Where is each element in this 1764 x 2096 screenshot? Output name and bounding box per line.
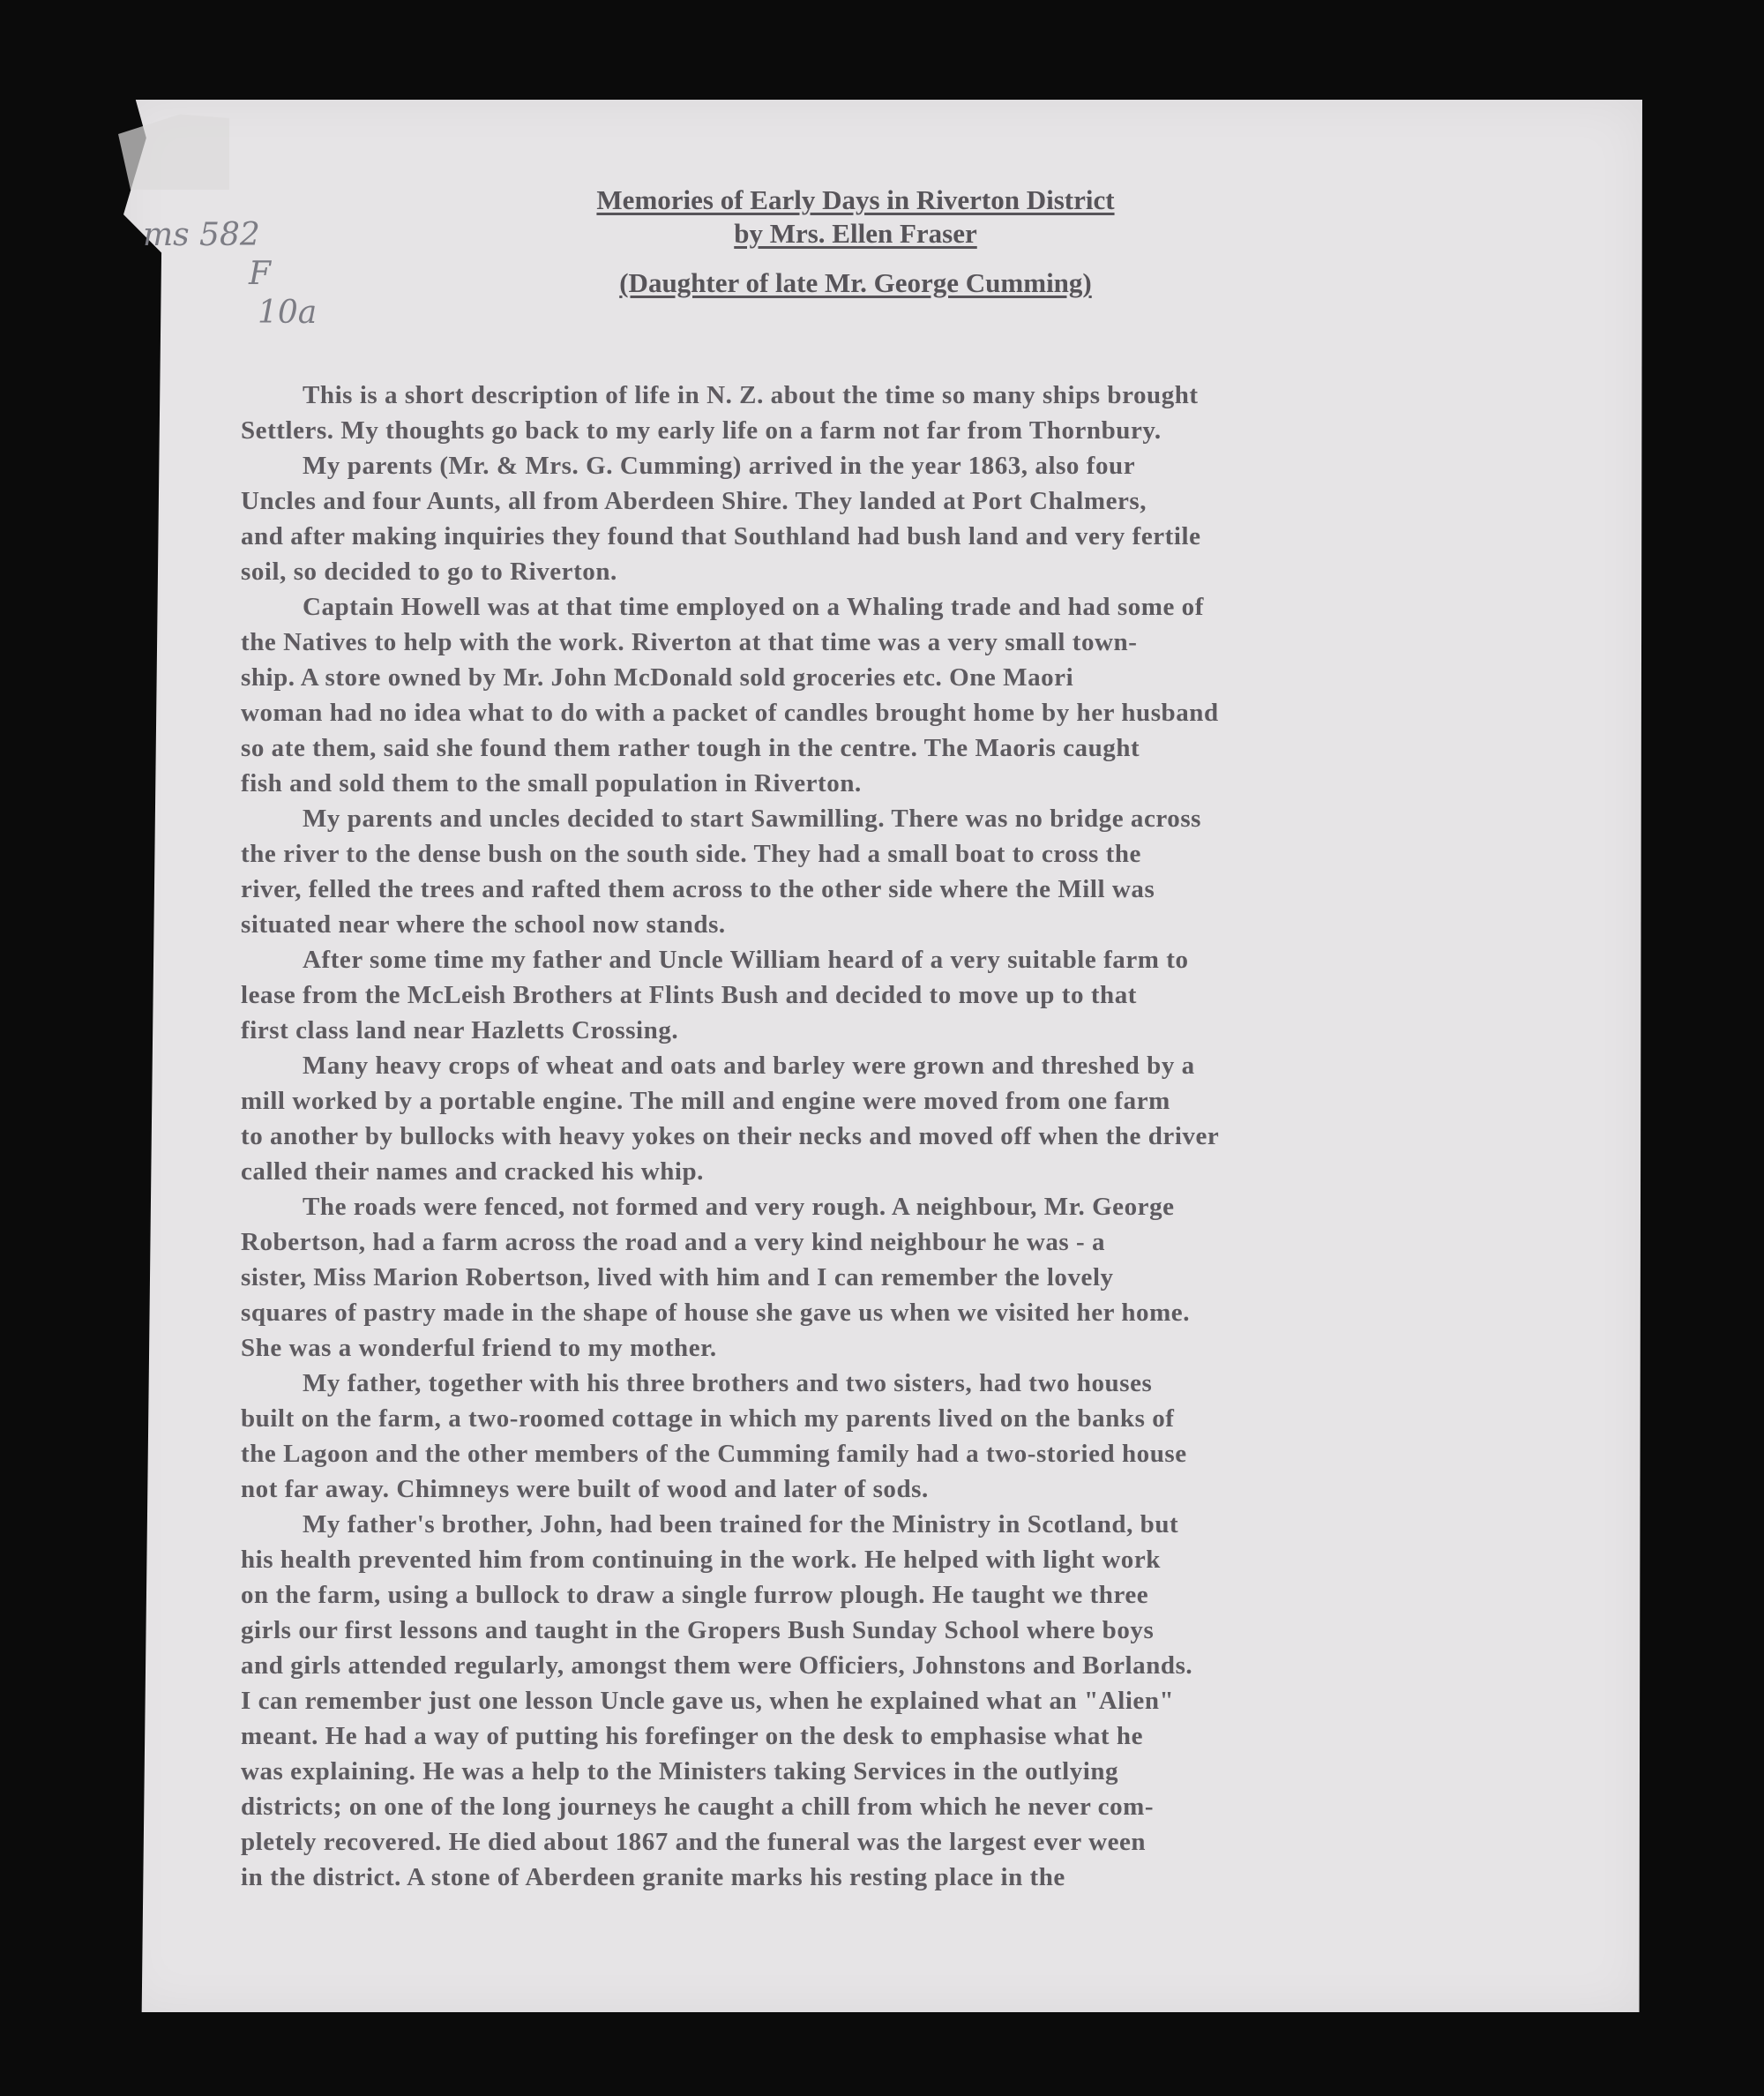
text-line: the river to the dense bush on the south side. They had a small boat to cross the (241, 840, 1141, 868)
archive-note-line: 10a (258, 295, 318, 331)
text-line: the Lagoon and the other members of the Cumming family had a two-storied house (241, 1440, 1187, 1468)
text-line: I can remember just one lesson Uncle gave us, when he explained what an "Alien" (241, 1687, 1175, 1715)
text-line: so ate them, said she found them rather tough in the centre. The Maoris caught (241, 734, 1140, 762)
text-line: squares of pastry made in the shape of house she gave us when we visited her home. (241, 1299, 1191, 1327)
document-heading (370, 183, 1341, 300)
document-title: Memories of Early Days in Riverton District (596, 184, 1115, 215)
text-line: called their names and cracked his whip. (241, 1157, 704, 1186)
text-line: and girls attended regularly, amongst them were Officiers, Johnstons and Borlands. (241, 1651, 1193, 1680)
text-line: Captain Howell was at that time employed on a Whaling trade and had some of (303, 593, 1204, 621)
text-line: and after making inquiries they found that Southland had bush land and very fertile (241, 522, 1201, 550)
text-line: Robertson, had a farm across the road and a very kind neighbour he was - a (241, 1228, 1106, 1256)
text-line: My father's brother, John, had been trained for the Ministry in Scotland, but (303, 1510, 1179, 1538)
text-line: This is a short description of life in N. Z. about the time so many ships brought (303, 381, 1199, 409)
text-line: river, felled the trees and rafted them across to the other side where the Mill was (241, 875, 1155, 903)
text-line: ship. A store owned by Mr. John McDonald sold groceries etc. One Maori (241, 663, 1074, 692)
text-line: The roads were fenced, not formed and very rough. A neighbour, Mr. George (303, 1193, 1175, 1221)
text-line: districts; on one of the long journeys he caught a chill from which he never com- (241, 1793, 1155, 1821)
text-line: woman had no idea what to do with a packet of candles brought home by her husband (241, 699, 1219, 727)
text-line: Many heavy crops of wheat and oats and barley were grown and threshed by a (303, 1052, 1195, 1080)
handwritten-archive-note (143, 216, 363, 333)
text-line: on the farm, using a bullock to draw a single furrow plough. He taught we three (241, 1581, 1149, 1609)
text-line: built on the farm, a two-roomed cottage in which my parents lived on the banks of (241, 1404, 1175, 1433)
text-line: pletely recovered. He died about 1867 and the funeral was the largest ever ween (241, 1828, 1147, 1856)
text-line: Uncles and four Aunts, all from Aberdeen Shire. They landed at Port Chalmers, (241, 487, 1147, 515)
text-line: My parents and uncles decided to start Sawmilling. There was no bridge across (303, 805, 1202, 833)
text-line: not far away. Chimneys were built of wood and later of sods. (241, 1475, 929, 1503)
text-line: She was a wonderful friend to my mother. (241, 1334, 717, 1362)
archive-note-line: ms 582 (143, 217, 260, 253)
document-byline: by Mrs. Ellen Fraser (734, 218, 977, 249)
text-line: the Natives to help with the work. Riverton at that time was a very small town- (241, 628, 1138, 656)
text-line: his health prevented him from continuing in the work. He helped with light work (241, 1546, 1161, 1574)
text-line: to another by bullocks with heavy yokes on their necks and moved off when the driver (241, 1122, 1220, 1150)
text-line: After some time my father and Uncle William heard of a very suitable farm to (303, 946, 1189, 974)
text-line: fish and sold them to the small population in Riverton. (241, 769, 862, 797)
archive-note-line: F (249, 256, 271, 292)
text-line: soil, so decided to go to Riverton. (241, 558, 617, 586)
text-line: My parents (Mr. & Mrs. G. Cumming) arrived in the year 1863, also four (303, 452, 1136, 480)
text-line: My father, together with his three brothers and two sisters, had two houses (303, 1369, 1153, 1397)
text-line: mill worked by a portable engine. The mill and engine were moved from one farm (241, 1087, 1170, 1115)
text-line: was explaining. He was a help to the Ministers taking Services in the outlying (241, 1757, 1119, 1785)
text-line: situated near where the school now stands. (241, 910, 726, 939)
text-line: Settlers. My thoughts go back to my early life on a farm not far from Thornbury. (241, 416, 1162, 445)
text-line: first class land near Hazletts Crossing. (241, 1016, 679, 1044)
text-line: lease from the McLeish Brothers at Flints Bush and decided to move up to that (241, 981, 1137, 1009)
text-line: girls our first lessons and taught in the Gropers Bush Sunday School where boys (241, 1616, 1155, 1644)
document-subtitle: (Daughter of late Mr. George Cumming) (619, 267, 1092, 298)
text-line: meant. He had a way of putting his forefinger on the desk to emphasise what he (241, 1722, 1144, 1750)
torn-corner (106, 110, 229, 190)
text-line: sister, Miss Marion Robertson, lived with him and I can remember the lovely (241, 1263, 1114, 1291)
text-line: in the district. A stone of Aberdeen granite marks his resting place in the (241, 1863, 1065, 1891)
document-body (241, 378, 1599, 1895)
